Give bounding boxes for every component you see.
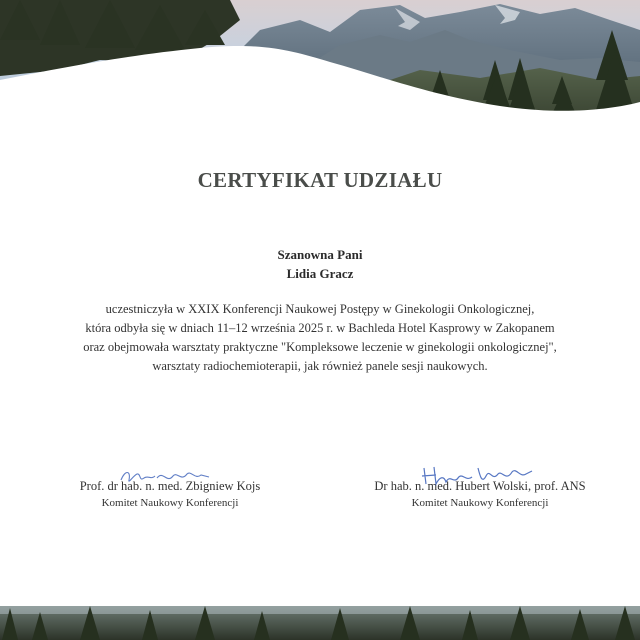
signature-block-right: [360, 478, 600, 511]
footer-forest-strip: [0, 606, 640, 640]
signatory-name-left: Prof. dr hab. n. med. Zbigniew Kojs: [79, 479, 261, 493]
certificate-title: CERTYFIKAT UDZIAŁU: [197, 168, 443, 192]
signatory-role-left: Komitet Naukowy Konferencji: [101, 497, 239, 509]
header-mountain-landscape: [0, 0, 640, 140]
recipient-name: Lidia Gracz: [286, 266, 354, 281]
salutation: Szanowna Pani: [277, 247, 363, 262]
body-line: warsztaty radiochemioterapii, jak również panele sesji naukowych.: [152, 359, 488, 373]
body-line: oraz obejmowała warsztaty praktyczne "Kompleksowe leczenie w ginekologii onkologicznej",: [83, 340, 557, 354]
signature-block-left: [55, 478, 285, 511]
body-line: która odbyła się w dniach 11–12 września 2025 r. w Bachleda Hotel Kasprowy w Zakopanem: [85, 321, 555, 335]
handwritten-signature-right: [420, 462, 535, 490]
signatory-role-right: Komitet Naukowy Konferencji: [411, 497, 549, 509]
signatory-name-right: Dr hab. n. med. Hubert Wolski, prof. ANS: [374, 479, 586, 493]
handwritten-signature-left: [117, 464, 212, 490]
body-line: uczestniczyła w XXIX Konferencji Naukowej Postępy w Ginekologii Onkologicznej,: [105, 302, 535, 316]
certificate-body: [40, 300, 600, 376]
